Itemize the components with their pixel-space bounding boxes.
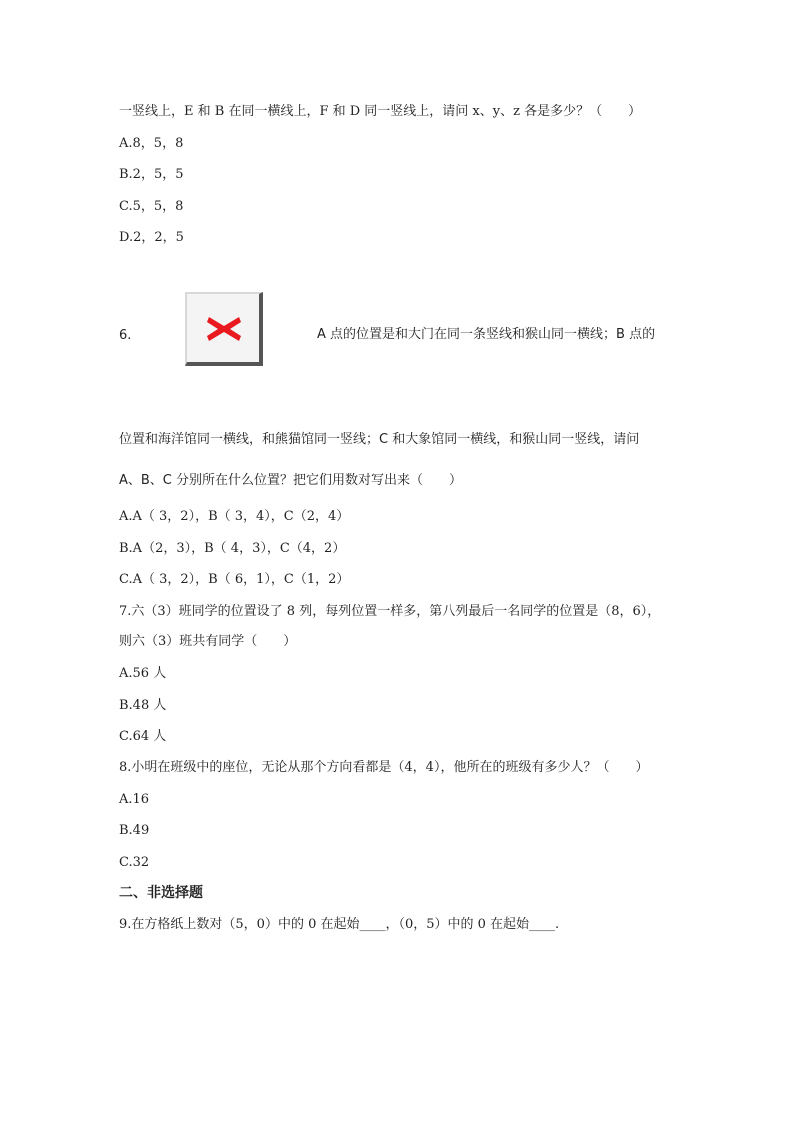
q7-stem-line2: 则六（3）班共有同学（ ） xyxy=(119,634,297,649)
q9-stem: 9.在方格纸上数对（5，0）中的 0 在起始____，（0，5）中的 0 在起始____. xyxy=(119,917,560,932)
q8-option-a: A.16 xyxy=(119,792,150,807)
q6-option-a: A.A（ 3，2），B（ 3，4），C（2，4） xyxy=(119,509,350,524)
q6-option-b: B.A（2，3），B（ 4，3），C（4，2） xyxy=(119,541,346,556)
q6-stem-line3: A、B、C 分别所在什么位置？把它们用数对写出来（ ） xyxy=(119,473,463,488)
q6-stem-line2: 位置和海洋馆同一横线，和熊猫馆同一竖线；C 和大象馆同一横线，和猴山同一竖线，请问 xyxy=(119,432,640,447)
broken-image-placeholder xyxy=(185,292,263,366)
q7-option-c: C.64 人 xyxy=(119,729,167,744)
q6-number: 6. xyxy=(119,328,132,343)
q5-option-c: C.5，5，8 xyxy=(119,199,184,214)
q7-stem-line1: 7.六（3）班同学的位置设了 8 列，每列位置一样多，第八列最后一名同学的位置是（8，6）， xyxy=(119,604,661,619)
q5-option-b: B.2，5，5 xyxy=(119,167,184,182)
q5-option-d: D.2，2，5 xyxy=(119,230,184,245)
q8-stem: 8.小明在班级中的座位，无论从那个方向看都是（4，4），他所在的班级有多少人？（ ） xyxy=(119,760,649,775)
q8-option-b: B.49 xyxy=(119,823,150,838)
section-heading: 二、非选择题 xyxy=(119,885,203,901)
q7-option-a: A.56 人 xyxy=(119,666,167,681)
q7-option-b: B.48 人 xyxy=(119,698,167,713)
q6-stem-line1: A 点的位置是和大门在同一条竖线和猴山同一横线；B 点的 xyxy=(317,327,656,342)
q8-option-c: C.32 xyxy=(119,855,150,870)
q5-stem: 一竖线上，E 和 B 在同一横线上，F 和 D 同一竖线上，请问 x、y、z 各是多少？（ ） xyxy=(119,104,642,119)
q6-option-c: C.A（ 3，2），B（ 6，1），C（1，2） xyxy=(119,572,350,587)
q5-option-a: A.8，5，8 xyxy=(119,136,184,151)
broken-image-icon xyxy=(205,314,243,344)
